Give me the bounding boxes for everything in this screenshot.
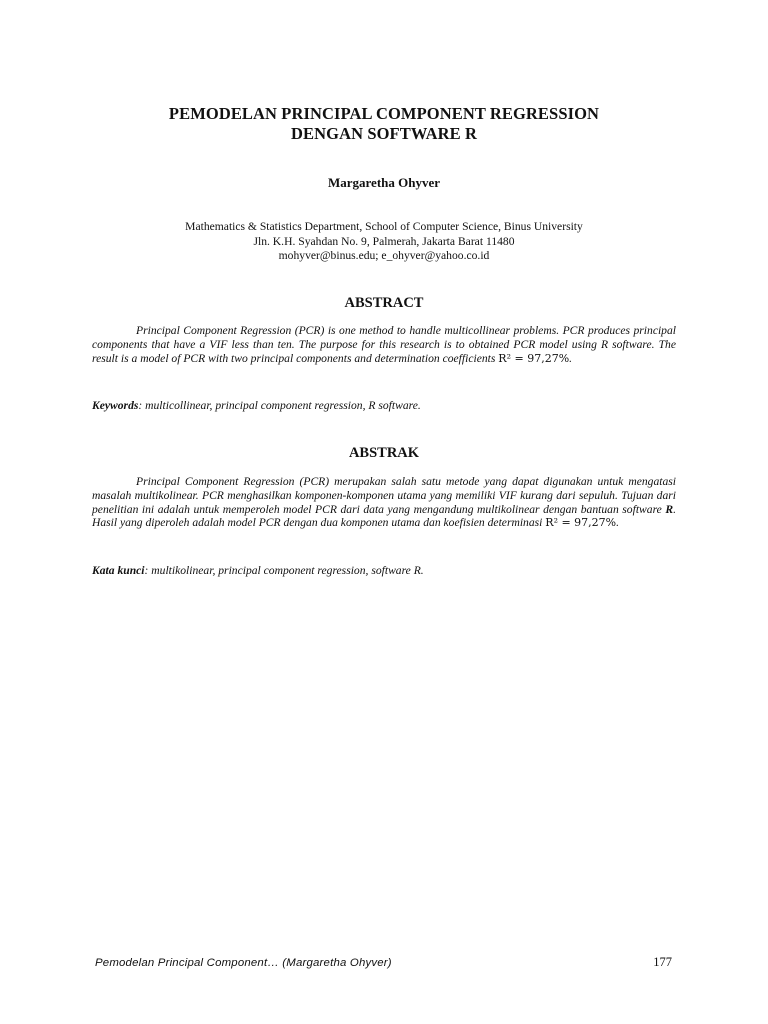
abstract-body: Principal Component Regression (PCR) is one method to handle multicollinear problems. PCR produces principal components that have a VIF less than ten. The purpose for this research is to obtained PCR model using R software. The result is a model of PCR with two principal components and determination coefficients <box>92 324 676 365</box>
keywords-label: Keywords <box>92 399 139 412</box>
title-line-2: DENGAN SOFTWARE R <box>291 124 477 143</box>
title-line-1: PEMODELAN PRINCIPAL COMPONENT REGRESSION <box>168 104 600 123</box>
abstrak-body-1: Principal Component Regression (PCR) merupakan salah satu metode yang dapat digunakan untuk mengatasi masalah multikolinear. PCR menghasilkan komponen-komponen utama yang memiliki VIF kurang dari sepuluh. Tujuan dari penelitian ini adalah untuk memperoleh model PCR dari data yang mengandung multikolinear dengan bantuan software <box>92 475 676 516</box>
abstrak-body-2: . Hasil yang diperoleh adalah model PCR dengan dua komponen utama dan koefisien determinasi <box>92 502 676 530</box>
kata-kunci-line <box>92 564 676 578</box>
abstract-heading: ABSTRACT <box>344 295 424 311</box>
abstract-paragraph <box>92 324 676 365</box>
footer-running-title: Pemodelan Principal Component… (Margaretha Ohyver) <box>95 957 392 969</box>
kata-kunci-text: : multikolinear, principal component regression, software R. <box>144 564 424 577</box>
kata-kunci-label: Kata kunci <box>92 564 145 577</box>
affiliation-department: Mathematics & Statistics Department, School of Computer Science, Binus University <box>185 220 583 233</box>
keywords-text: : multicollinear, principal component regression, R software. <box>138 399 421 412</box>
paper-page <box>92 0 676 1024</box>
affiliation-emails: mohyver@binus.edu; e_ohyver@yahoo.co.id <box>278 249 490 262</box>
abstract-end: . <box>569 351 573 365</box>
affiliation-address: Jln. K.H. Syahdan No. 9, Palmerah, Jakarta Barat 11480 <box>253 234 515 248</box>
keywords-line <box>92 399 676 413</box>
abstrak-end: . <box>616 516 620 530</box>
abstrak-bold-r: R <box>665 502 674 516</box>
footer-page-number: 177 <box>653 955 672 969</box>
abstrak-formula: R² = 97,27% <box>545 516 617 530</box>
paper-title <box>92 104 676 144</box>
abstract-formula: R² = 97,27% <box>498 351 570 365</box>
author-name: Margaretha Ohyver <box>327 175 441 190</box>
abstrak-paragraph <box>92 475 676 530</box>
abstrak-heading: ABSTRAK <box>348 445 420 461</box>
affiliation-block <box>92 220 676 264</box>
